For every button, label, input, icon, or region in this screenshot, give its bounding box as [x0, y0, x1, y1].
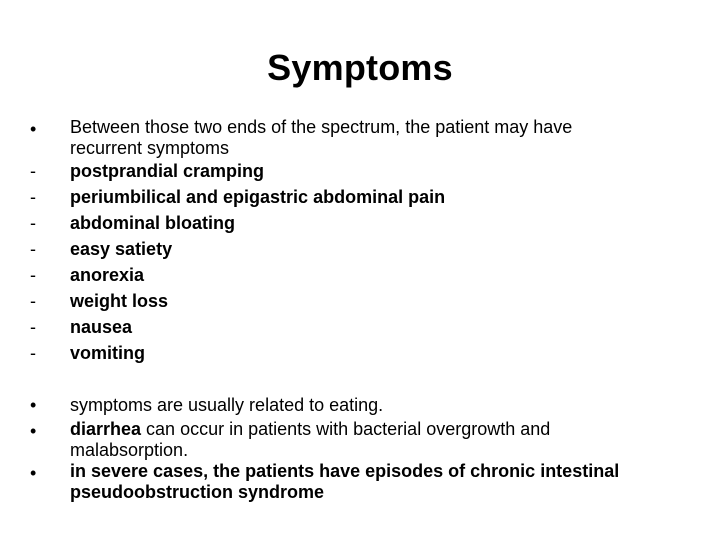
slide-content: [28, 116, 688, 502]
symptom-text: anorexia: [70, 265, 145, 285]
severe-line-2: pseudoobstruction syndrome: [70, 482, 325, 502]
symptom-text: nausea: [70, 317, 133, 337]
bullet-marker: •: [30, 463, 37, 483]
diarrhea-term: diarrhea: [70, 419, 142, 439]
symptom-item: [28, 210, 688, 236]
symptom-item: [28, 314, 688, 340]
diarrhea-line-1: [70, 418, 688, 440]
slide-title: Symptoms: [267, 47, 453, 88]
symptom-item: [28, 236, 688, 262]
section-spacer: [28, 366, 688, 392]
symptom-text: easy satiety: [70, 239, 173, 259]
dash-marker: -: [30, 161, 36, 181]
symptom-text: weight loss: [70, 291, 169, 311]
dash-marker: -: [30, 187, 36, 207]
diarrhea-line-2: malabsorption.: [70, 440, 189, 460]
bullet-eating: [28, 392, 688, 418]
dash-marker: -: [30, 213, 36, 233]
diarrhea-rest: can occur in patients with bacterial overgrowth and: [141, 419, 551, 439]
symptom-text: vomiting: [70, 343, 145, 363]
bullet-diarrhea: [28, 418, 688, 460]
dash-marker: -: [30, 343, 36, 363]
bullet-marker: •: [30, 119, 37, 139]
symptom-item: [28, 184, 688, 210]
dash-marker: -: [30, 239, 36, 259]
dash-marker: -: [30, 265, 36, 285]
symptom-item: [28, 158, 688, 184]
eating-text: symptoms are usually related to eating.: [70, 395, 384, 415]
symptom-text: periumbilical and epigastric abdominal pain: [70, 187, 446, 207]
symptom-item: [28, 288, 688, 314]
bullet-marker: •: [30, 395, 37, 415]
intro-line-1: Between those two ends of the spectrum, the patient may have: [70, 117, 573, 137]
symptom-text: postprandial cramping: [70, 161, 265, 181]
bullet-severe: [28, 460, 688, 502]
symptom-item: [28, 340, 688, 366]
bullet-intro: [28, 116, 688, 158]
intro-line-2: recurrent symptoms: [70, 138, 230, 158]
dash-marker: -: [30, 291, 36, 311]
bullet-marker: •: [30, 421, 37, 441]
severe-line-1: in severe cases, the patients have episodes of chronic intestinal: [70, 461, 620, 481]
symptom-item: [28, 262, 688, 288]
symptom-text: abdominal bloating: [70, 213, 235, 233]
dash-marker: -: [30, 317, 36, 337]
